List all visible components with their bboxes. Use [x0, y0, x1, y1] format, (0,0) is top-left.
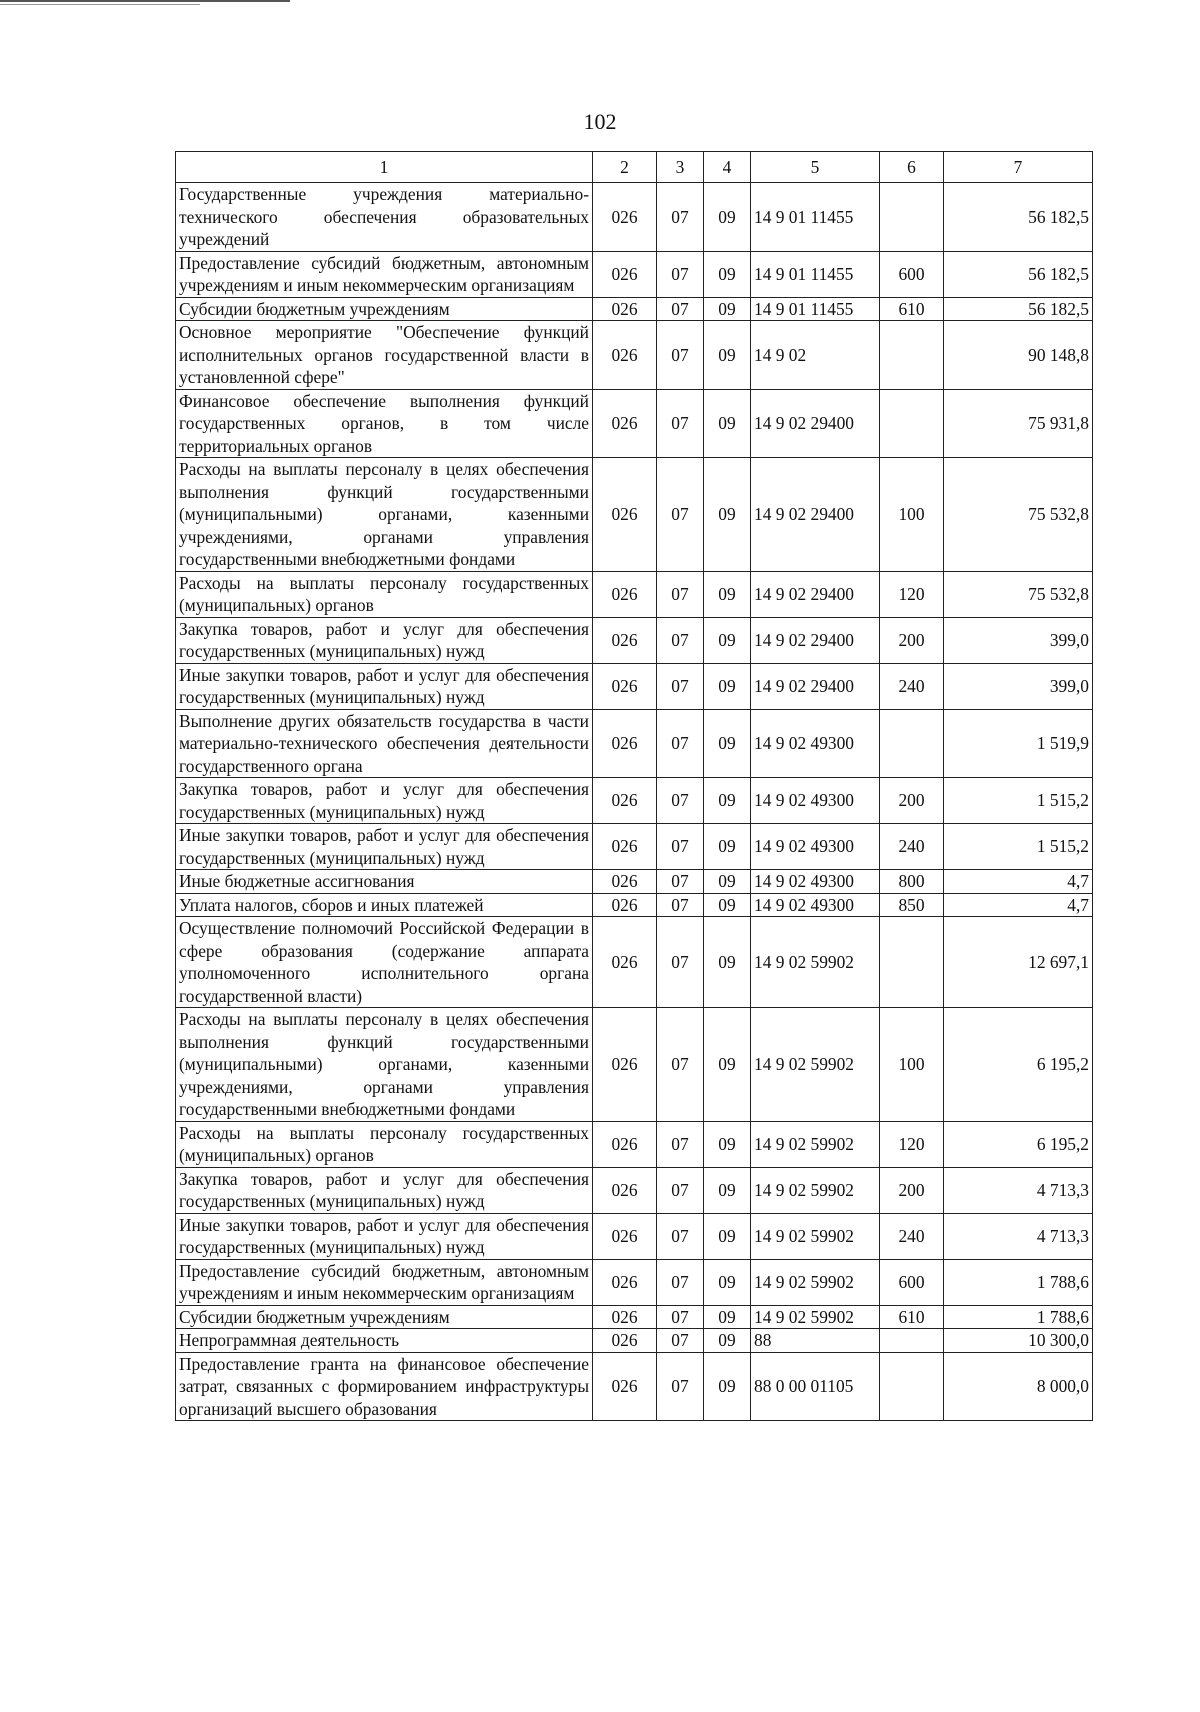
row-type: [880, 389, 944, 458]
row-code: 14 9 01 11455: [751, 297, 880, 321]
row-sub: 09: [704, 297, 751, 321]
row-code: 14 9 02 59902: [751, 917, 880, 1008]
row-type: [880, 709, 944, 778]
row-sec: 07: [657, 1259, 704, 1305]
row-adm: 026: [593, 778, 657, 824]
row-amount: 75 532,8: [944, 571, 1093, 617]
row-name: Предоставление гранта на финансовое обеспечение затрат, связанных с формированием инфраструктуры организаций высшего образования: [176, 1352, 593, 1421]
table-row: [176, 458, 1093, 572]
row-code: 14 9 02 59902: [751, 1167, 880, 1213]
table-row: [176, 1329, 1093, 1353]
row-adm: 026: [593, 1167, 657, 1213]
row-adm: 026: [593, 617, 657, 663]
row-sec: 07: [657, 1305, 704, 1329]
row-sec: 07: [657, 1167, 704, 1213]
row-adm: 026: [593, 458, 657, 572]
row-type: 200: [880, 778, 944, 824]
row-sec: 07: [657, 389, 704, 458]
row-amount: 1 788,6: [944, 1259, 1093, 1305]
row-code: 14 9 02 29400: [751, 663, 880, 709]
row-type: [880, 1352, 944, 1421]
table-header-row: [176, 152, 1093, 183]
table-row: [176, 1121, 1093, 1167]
row-adm: 026: [593, 663, 657, 709]
row-type: 240: [880, 1213, 944, 1259]
row-name: Иные бюджетные ассигнования: [176, 870, 593, 894]
row-amount: 56 182,5: [944, 251, 1093, 297]
row-sub: 09: [704, 571, 751, 617]
header-cell: 5: [751, 152, 880, 183]
row-type: 600: [880, 251, 944, 297]
row-sub: 09: [704, 183, 751, 252]
row-adm: 026: [593, 1213, 657, 1259]
row-name: Иные закупки товаров, работ и услуг для обеспечения государственных (муниципальных) нужд: [176, 663, 593, 709]
row-sec: 07: [657, 1121, 704, 1167]
row-type: 100: [880, 1008, 944, 1122]
row-code: 14 9 02 29400: [751, 617, 880, 663]
row-sub: 09: [704, 1305, 751, 1329]
row-type: 240: [880, 663, 944, 709]
row-amount: 10 300,0: [944, 1329, 1093, 1353]
row-adm: 026: [593, 297, 657, 321]
row-sec: 07: [657, 1213, 704, 1259]
row-type: 240: [880, 824, 944, 870]
row-sub: 09: [704, 893, 751, 917]
row-name: Расходы на выплаты персоналу в целях обеспечения выполнения функций государственными (муниципальными) органами, казенными учреждениями, органами управления государственными внебюджетными фондами: [176, 1008, 593, 1122]
row-sec: 07: [657, 321, 704, 390]
row-amount: 4,7: [944, 893, 1093, 917]
row-name: Расходы на выплаты персоналу государственных (муниципальных) органов: [176, 571, 593, 617]
row-amount: 4 713,3: [944, 1167, 1093, 1213]
table-row: [176, 297, 1093, 321]
row-name: Иные закупки товаров, работ и услуг для обеспечения государственных (муниципальных) нужд: [176, 824, 593, 870]
row-sub: 09: [704, 1008, 751, 1122]
table-row: [176, 571, 1093, 617]
row-code: 88 0 00 01105: [751, 1352, 880, 1421]
row-name: Осуществление полномочий Российской Федерации в сфере образования (содержание аппарата уполномоченного исполнительного органа государственной власти): [176, 917, 593, 1008]
table-row: [176, 183, 1093, 252]
row-code: 14 9 02 59902: [751, 1259, 880, 1305]
row-type: 600: [880, 1259, 944, 1305]
row-type: 610: [880, 297, 944, 321]
row-sub: 09: [704, 824, 751, 870]
row-sub: 09: [704, 251, 751, 297]
row-code: 14 9 02 59902: [751, 1213, 880, 1259]
table-row: [176, 1213, 1093, 1259]
row-sec: 07: [657, 870, 704, 894]
row-sec: 07: [657, 778, 704, 824]
row-code: 14 9 02 59902: [751, 1305, 880, 1329]
row-sub: 09: [704, 1352, 751, 1421]
row-adm: 026: [593, 1259, 657, 1305]
scan-artifact-line: [0, 4, 200, 5]
header-cell: 6: [880, 152, 944, 183]
row-amount: 75 532,8: [944, 458, 1093, 572]
row-name: Иные закупки товаров, работ и услуг для обеспечения государственных (муниципальных) нужд: [176, 1213, 593, 1259]
row-adm: 026: [593, 321, 657, 390]
row-adm: 026: [593, 824, 657, 870]
header-cell: 4: [704, 152, 751, 183]
table-row: [176, 389, 1093, 458]
scan-artifact-line: [0, 0, 290, 2]
row-sub: 09: [704, 1213, 751, 1259]
row-name: Закупка товаров, работ и услуг для обеспечения государственных (муниципальных) нужд: [176, 1167, 593, 1213]
table-row: [176, 617, 1093, 663]
row-sec: 07: [657, 663, 704, 709]
row-sec: 07: [657, 251, 704, 297]
row-name: Закупка товаров, работ и услуг для обеспечения государственных (муниципальных) нужд: [176, 778, 593, 824]
row-code: 14 9 02 49300: [751, 893, 880, 917]
table-row: [176, 1008, 1093, 1122]
row-type: [880, 183, 944, 252]
row-amount: 6 195,2: [944, 1008, 1093, 1122]
row-sec: 07: [657, 458, 704, 572]
row-sub: 09: [704, 663, 751, 709]
row-code: 14 9 01 11455: [751, 183, 880, 252]
row-name: Субсидии бюджетным учреждениям: [176, 297, 593, 321]
row-name: Государственные учреждения материально-технического обеспечения образовательных учреждений: [176, 183, 593, 252]
row-adm: 026: [593, 709, 657, 778]
row-amount: 399,0: [944, 663, 1093, 709]
row-sub: 09: [704, 458, 751, 572]
page-number: 102: [583, 109, 617, 134]
row-name: Выполнение других обязательств государства в части материально-технического обеспечения деятельности государственного органа: [176, 709, 593, 778]
row-amount: 4 713,3: [944, 1213, 1093, 1259]
row-sec: 07: [657, 1352, 704, 1421]
header-cell: 3: [657, 152, 704, 183]
table-row: [176, 778, 1093, 824]
row-amount: 56 182,5: [944, 297, 1093, 321]
row-sub: 09: [704, 870, 751, 894]
row-amount: 75 931,8: [944, 389, 1093, 458]
table-row: [176, 251, 1093, 297]
table-row: [176, 321, 1093, 390]
header-cell: 7: [944, 152, 1093, 183]
row-type: 850: [880, 893, 944, 917]
row-adm: 026: [593, 251, 657, 297]
row-sec: 07: [657, 183, 704, 252]
row-name: Предоставление субсидий бюджетным, автономным учреждениям и иным некоммерческим организациям: [176, 1259, 593, 1305]
row-sec: 07: [657, 824, 704, 870]
row-sec: 07: [657, 1008, 704, 1122]
row-sec: 07: [657, 571, 704, 617]
row-amount: 1 519,9: [944, 709, 1093, 778]
row-code: 14 9 02 29400: [751, 458, 880, 572]
table-row: [176, 870, 1093, 894]
row-code: 14 9 02 29400: [751, 389, 880, 458]
row-amount: 12 697,1: [944, 917, 1093, 1008]
row-code: 14 9 02 29400: [751, 571, 880, 617]
row-name: Расходы на выплаты персоналу государственных (муниципальных) органов: [176, 1121, 593, 1167]
row-adm: 026: [593, 1008, 657, 1122]
row-sec: 07: [657, 297, 704, 321]
row-adm: 026: [593, 389, 657, 458]
row-amount: 1 515,2: [944, 824, 1093, 870]
row-name: Уплата налогов, сборов и иных платежей: [176, 893, 593, 917]
row-adm: 026: [593, 183, 657, 252]
table-row: [176, 917, 1093, 1008]
row-code: 14 9 02 59902: [751, 1008, 880, 1122]
table-row: [176, 709, 1093, 778]
row-type: 200: [880, 1167, 944, 1213]
row-name: Финансовое обеспечение выполнения функций государственных органов, в том числе территориальных органов: [176, 389, 593, 458]
budget-table: [175, 151, 1093, 1421]
row-adm: 026: [593, 1329, 657, 1353]
row-type: 100: [880, 458, 944, 572]
row-sub: 09: [704, 1259, 751, 1305]
row-code: 14 9 02: [751, 321, 880, 390]
row-amount: 1 515,2: [944, 778, 1093, 824]
row-sub: 09: [704, 1329, 751, 1353]
table-row: [176, 824, 1093, 870]
table-row: [176, 1352, 1093, 1421]
row-sub: 09: [704, 709, 751, 778]
row-sec: 07: [657, 917, 704, 1008]
table-row: [176, 1259, 1093, 1305]
row-sec: 07: [657, 617, 704, 663]
row-amount: 4,7: [944, 870, 1093, 894]
row-adm: 026: [593, 1352, 657, 1421]
row-name: Расходы на выплаты персоналу в целях обеспечения выполнения функций государственными (муниципальными) органами, казенными учреждениями, органами управления государственными внебюджетными фондами: [176, 458, 593, 572]
row-sub: 09: [704, 389, 751, 458]
row-code: 14 9 01 11455: [751, 251, 880, 297]
row-code: 14 9 02 49300: [751, 824, 880, 870]
row-type: 200: [880, 617, 944, 663]
row-type: 120: [880, 1121, 944, 1167]
row-sec: 07: [657, 893, 704, 917]
table-row: [176, 663, 1093, 709]
row-sub: 09: [704, 617, 751, 663]
header-cell: 1: [176, 152, 593, 183]
row-name: Непрограммная деятельность: [176, 1329, 593, 1353]
row-adm: 026: [593, 870, 657, 894]
row-type: 800: [880, 870, 944, 894]
row-code: 14 9 02 59902: [751, 1121, 880, 1167]
row-sub: 09: [704, 1121, 751, 1167]
row-amount: 8 000,0: [944, 1352, 1093, 1421]
row-code: 14 9 02 49300: [751, 709, 880, 778]
row-adm: 026: [593, 893, 657, 917]
header-cell: 2: [593, 152, 657, 183]
table-row: [176, 1167, 1093, 1213]
row-sub: 09: [704, 1167, 751, 1213]
row-type: 610: [880, 1305, 944, 1329]
table-row: [176, 893, 1093, 917]
row-type: [880, 917, 944, 1008]
row-code: 14 9 02 49300: [751, 778, 880, 824]
row-name: Субсидии бюджетным учреждениям: [176, 1305, 593, 1329]
row-sec: 07: [657, 1329, 704, 1353]
row-amount: 1 788,6: [944, 1305, 1093, 1329]
row-adm: 026: [593, 571, 657, 617]
table-row: [176, 1305, 1093, 1329]
row-amount: 6 195,2: [944, 1121, 1093, 1167]
row-code: 14 9 02 49300: [751, 870, 880, 894]
row-sec: 07: [657, 709, 704, 778]
row-type: [880, 1329, 944, 1353]
row-code: 88: [751, 1329, 880, 1353]
row-amount: 56 182,5: [944, 183, 1093, 252]
row-sub: 09: [704, 917, 751, 1008]
row-adm: 026: [593, 917, 657, 1008]
row-sub: 09: [704, 321, 751, 390]
row-amount: 90 148,8: [944, 321, 1093, 390]
row-type: 120: [880, 571, 944, 617]
row-name: Предоставление субсидий бюджетным, автономным учреждениям и иным некоммерческим организациям: [176, 251, 593, 297]
row-adm: 026: [593, 1305, 657, 1329]
row-name: Основное мероприятие "Обеспечение функций исполнительных органов государственной власти в установленной сфере": [176, 321, 593, 390]
row-sub: 09: [704, 778, 751, 824]
row-amount: 399,0: [944, 617, 1093, 663]
row-name: Закупка товаров, работ и услуг для обеспечения государственных (муниципальных) нужд: [176, 617, 593, 663]
row-type: [880, 321, 944, 390]
row-adm: 026: [593, 1121, 657, 1167]
